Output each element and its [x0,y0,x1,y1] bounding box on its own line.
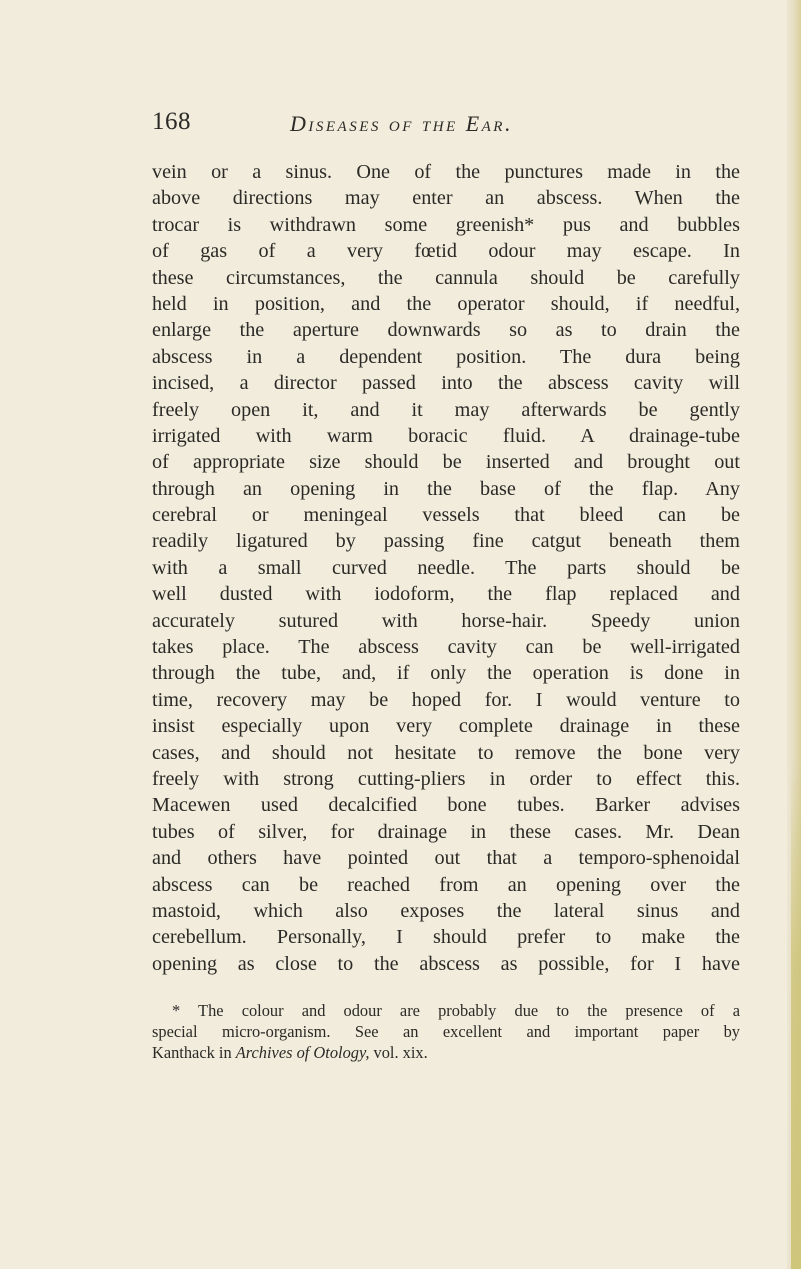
text-line: cerebellum. Personally, I should prefer to make the [152,926,740,949]
footnote-text: vol. xix. [369,1043,428,1062]
page-number: 168 [152,108,191,135]
text-line: through an opening in the base of the flap. Any [152,477,740,500]
text-line: enlarge the aperture downwards so as to drain the [152,319,740,342]
text-line: cerebral or meningeal vessels that bleed can be [152,504,740,527]
footnote-line: special micro-organism. See an excellent and important paper by [152,1022,740,1041]
text-line: well dusted with iodoform, the flap replaced and [152,583,740,606]
text-line: trocar is withdrawn some greenish* pus and bubbles [152,213,740,236]
footnote-text: Kanthack in [152,1043,236,1062]
text-line: with a small curved needle. The parts should be [152,556,740,579]
text-line: through the tube, and, if only the operation is done in [152,662,740,685]
text-line: of gas of a very fœtid odour may escape. In [152,240,740,263]
text-line: abscess in a dependent position. The dura being [152,345,740,368]
text-line: of appropriate size should be inserted and brought out [152,451,740,474]
text-line: held in position, and the operator should, if needful, [152,292,740,315]
text-line: freely open it, and it may afterwards be gently [152,398,740,421]
text-line: cases, and should not hesitate to remove the bone very [152,741,740,764]
text-line: abscess can be reached from an opening over the [152,873,740,896]
journal-title: Archives of Otology, [235,1043,370,1062]
text-line: and others have pointed out that a temporo-sphenoidal [152,847,740,870]
footnote [152,1000,740,1063]
text-line: mastoid, which also exposes the lateral sinus and [152,899,740,922]
text-line: incised, a director passed into the abscess cavity will [152,372,740,395]
text-line: readily ligatured by passing fine catgut beneath them [152,530,740,553]
text-line: insist especially upon very complete drainage in these [152,715,740,738]
text-line: tubes of silver, for drainage in these cases. Mr. Dean [152,820,740,843]
text-line: freely with strong cutting-pliers in order to effect this. [152,767,740,790]
page-header [0,108,801,148]
running-head: Diseases of the Ear. [290,111,513,136]
text-line: irrigated with warm boracic fluid. A drainage-tube [152,424,740,447]
body-text [152,159,740,977]
text-line: takes place. The abscess cavity can be well-irrigated [152,636,740,659]
text-line: time, recovery may be hoped for. I would venture to [152,688,740,711]
text-line: opening as close to the abscess as possible, for I have [152,952,740,975]
page-edge-shadow [787,0,801,1269]
text-line: above directions may enter an abscess. When the [152,187,740,210]
text-line: accurately sutured with horse-hair. Speedy union [152,609,740,632]
footnote-line: * The colour and odour are probably due to the presence of a [172,1001,740,1020]
text-line: vein or a sinus. One of the punctures made in the [152,161,740,183]
footnote-line [152,1042,740,1063]
text-line: these circumstances, the cannula should be carefully [152,266,740,289]
text-line: Macewen used decalcified bone tubes. Barker advises [152,794,740,817]
